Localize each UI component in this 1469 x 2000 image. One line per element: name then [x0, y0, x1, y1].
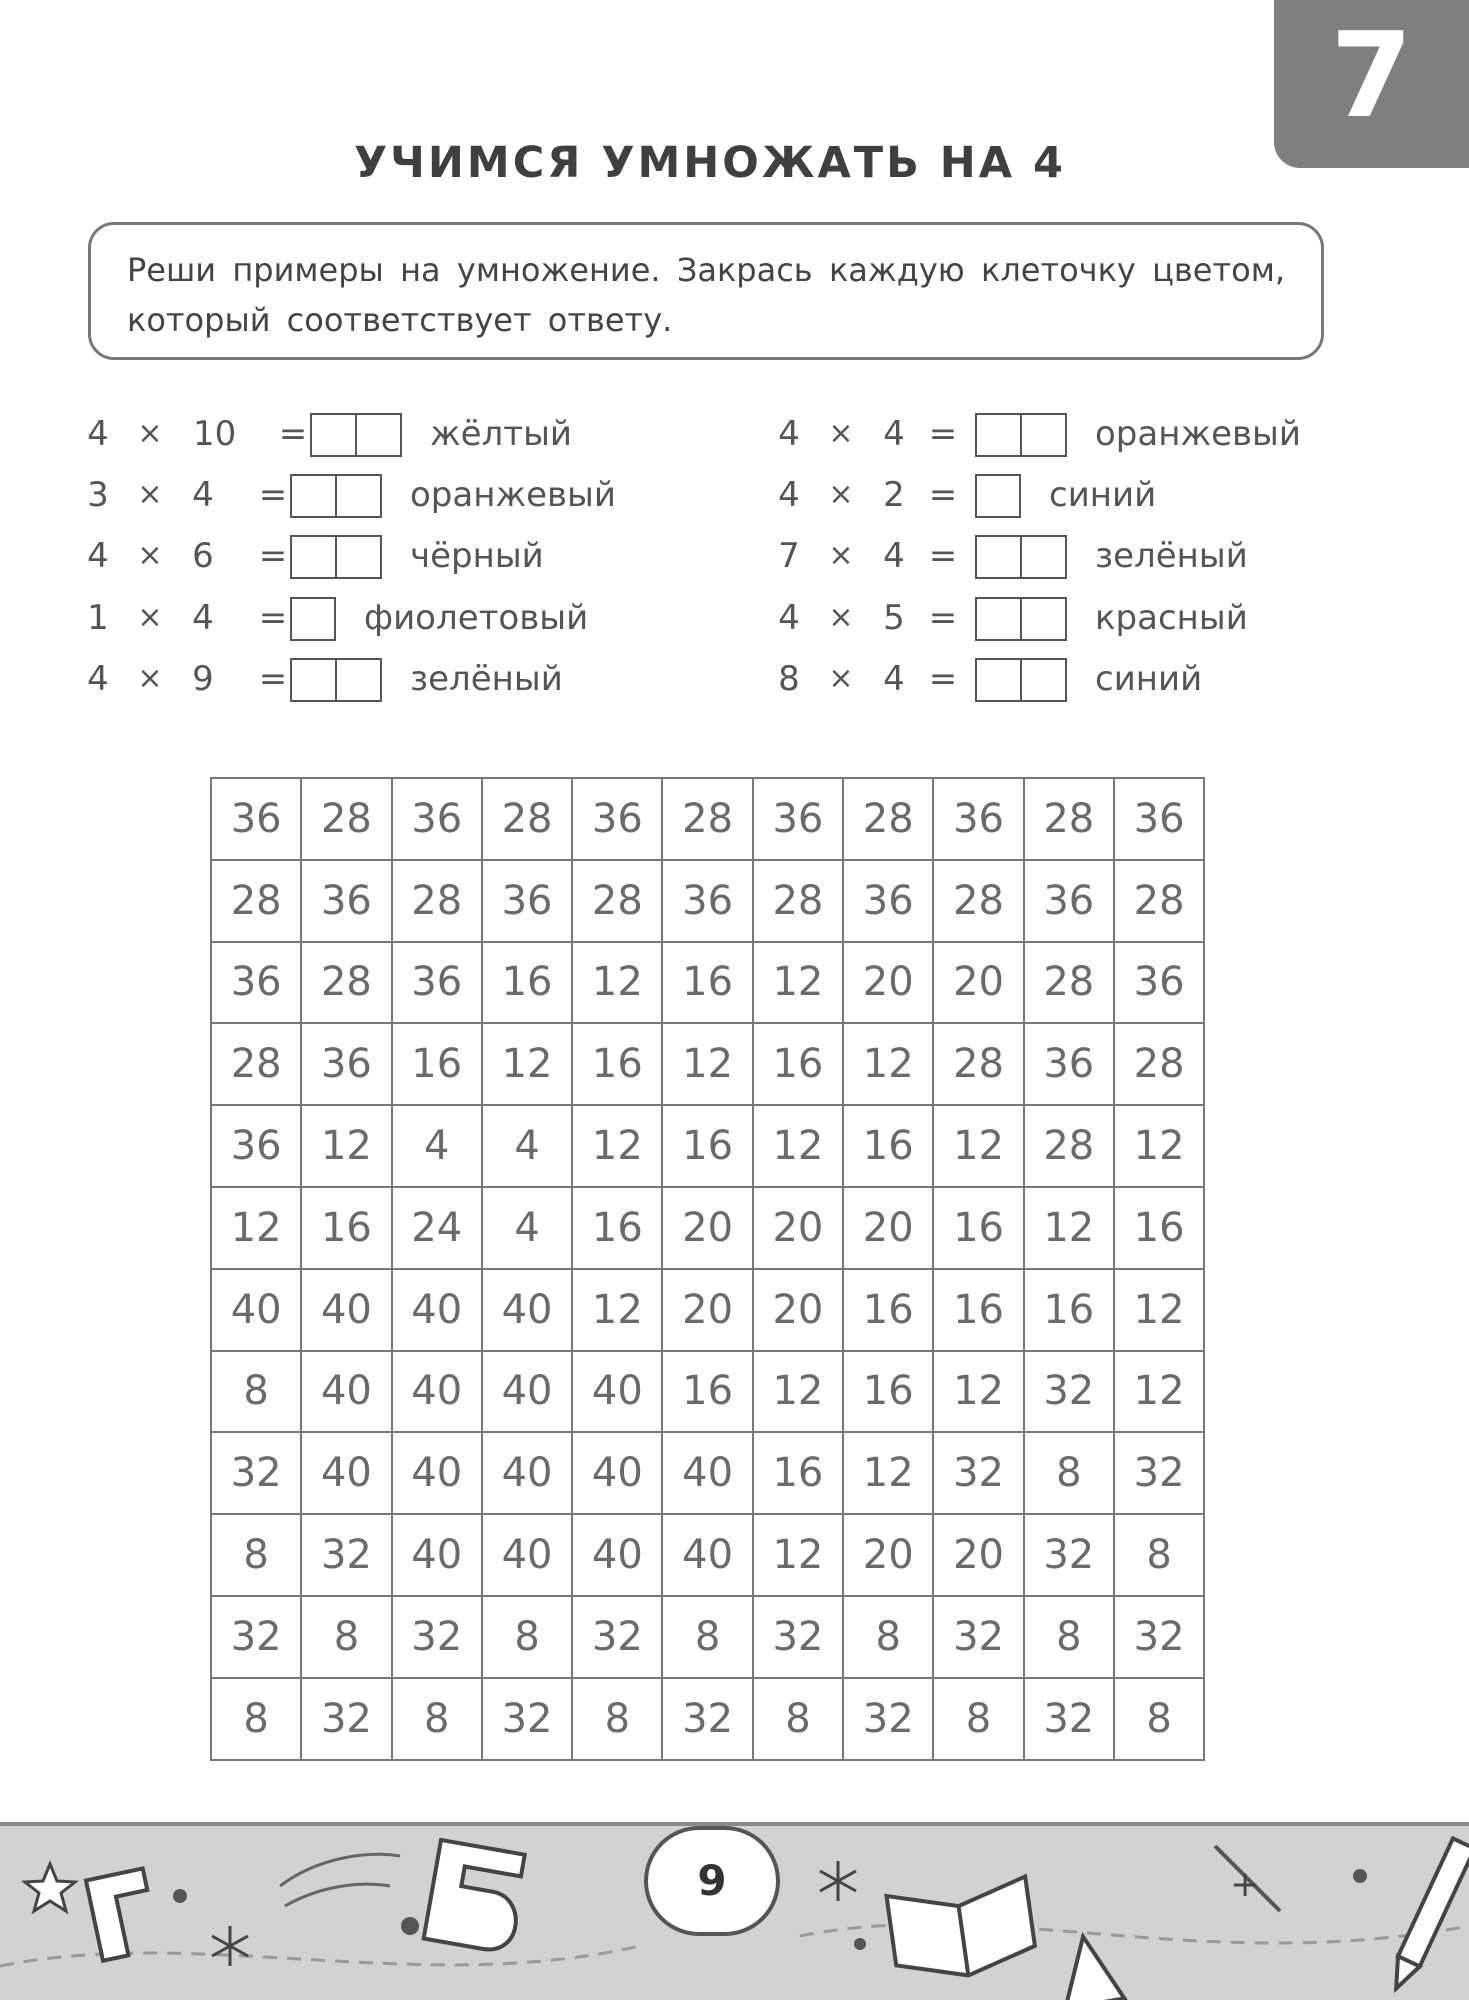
grid-cell[interactable]: 36	[211, 1105, 301, 1187]
grid-row	[211, 1596, 1204, 1678]
factor-b: 4	[192, 475, 214, 515]
svg-text:+: +	[1230, 1864, 1261, 1905]
grid-cell[interactable]: 16	[482, 942, 572, 1024]
answer-box-cell[interactable]	[977, 599, 1020, 639]
multiply-sign: ×	[137, 600, 163, 635]
answer-box-cell[interactable]	[977, 415, 1020, 455]
grid-cell[interactable]: 36	[211, 942, 301, 1024]
grid-row	[211, 942, 1204, 1024]
grid-cell[interactable]: 40	[572, 1432, 662, 1514]
factor-a: 3	[87, 475, 109, 515]
grid-cell[interactable]: 40	[392, 1514, 482, 1596]
grid-cell[interactable]: 36	[1114, 778, 1204, 860]
grid-cell[interactable]: 40	[301, 1269, 391, 1351]
page-number: 9	[644, 1826, 780, 1936]
grid-cell[interactable]: 12	[1114, 1269, 1204, 1351]
star-icon	[25, 1864, 75, 1911]
multiply-sign: ×	[828, 600, 854, 635]
grid-cell[interactable]: 32	[933, 1432, 1023, 1514]
answer-boxes[interactable]	[975, 658, 1067, 702]
factor-b: 6	[192, 536, 214, 576]
factor-b: 9	[192, 659, 214, 699]
letter-a-icon	[1054, 1931, 1125, 2000]
grid-cell[interactable]: 12	[843, 1023, 933, 1105]
grid-cell[interactable]: 40	[392, 1432, 482, 1514]
equals-sign: =	[928, 598, 958, 638]
equals-sign: =	[258, 536, 288, 576]
equals-sign: =	[928, 475, 958, 515]
grid-cell[interactable]: 36	[753, 778, 843, 860]
grid-cell[interactable]: 8	[933, 1678, 1023, 1760]
grid-cell[interactable]: 20	[933, 942, 1023, 1024]
factor-a: 4	[778, 598, 800, 638]
grid-cell[interactable]: 12	[211, 1187, 301, 1269]
grid-cell[interactable]: 28	[301, 942, 391, 1024]
multiply-sign: ×	[137, 661, 163, 696]
grid-cell[interactable]: 20	[843, 1187, 933, 1269]
equals-sign: =	[258, 598, 288, 638]
color-name: синий	[1049, 475, 1157, 515]
grid-cell[interactable]: 12	[572, 1269, 662, 1351]
factor-b: 2	[883, 475, 905, 515]
grid-cell[interactable]: 36	[392, 942, 482, 1024]
grid-cell[interactable]: 12	[843, 1432, 933, 1514]
grid-cell[interactable]: 12	[753, 1351, 843, 1433]
chapter-number: 7	[1330, 6, 1413, 144]
factor-a: 7	[778, 536, 800, 576]
factor-b: 5	[883, 598, 905, 638]
coloring-grid	[210, 777, 1205, 1761]
multiply-sign: ×	[828, 538, 854, 573]
grid-cell[interactable]: 32	[1114, 1432, 1204, 1514]
answer-boxes[interactable]	[975, 597, 1067, 641]
example-row	[0, 532, 1469, 580]
grid-cell[interactable]: 8	[1114, 1678, 1204, 1760]
factor-a: 4	[87, 536, 109, 576]
pencil-icon	[1385, 1838, 1469, 1993]
grid-cell[interactable]: 36	[301, 1023, 391, 1105]
grid-cell[interactable]: 16	[1114, 1187, 1204, 1269]
grid-cell[interactable]: 40	[301, 1432, 391, 1514]
color-name: фиолетовый	[364, 598, 589, 638]
factor-b: 10	[193, 414, 237, 454]
grid-cell[interactable]: 32	[1024, 1678, 1114, 1760]
grid-cell[interactable]: 28	[1024, 942, 1114, 1024]
grid-cell[interactable]: 36	[482, 860, 572, 942]
grid-cell[interactable]: 12	[1024, 1187, 1114, 1269]
grid-cell[interactable]: 8	[1114, 1514, 1204, 1596]
grid-cell[interactable]: 32	[211, 1596, 301, 1678]
grid-row	[211, 1023, 1204, 1105]
grid-cell[interactable]: 20	[843, 1514, 933, 1596]
grid-cell[interactable]: 28	[392, 860, 482, 942]
grid-cell[interactable]: 32	[933, 1596, 1023, 1678]
grid-cell[interactable]: 8	[211, 1351, 301, 1433]
grid-cell[interactable]: 8	[482, 1596, 572, 1678]
grid-cell[interactable]: 40	[662, 1514, 752, 1596]
grid-cell[interactable]: 40	[482, 1514, 572, 1596]
color-name: синий	[1095, 659, 1203, 699]
grid-cell[interactable]: 12	[301, 1105, 391, 1187]
grid-cell[interactable]: 40	[301, 1351, 391, 1433]
grid-cell[interactable]: 28	[211, 1023, 301, 1105]
grid-cell[interactable]: 32	[662, 1678, 752, 1760]
answer-box-cell[interactable]	[977, 660, 1020, 700]
color-name: оранжевый	[410, 475, 616, 515]
example-row	[0, 471, 1469, 519]
grid-cell[interactable]: 12	[572, 942, 662, 1024]
equals-sign: =	[278, 414, 308, 454]
equals-sign: =	[258, 475, 288, 515]
color-name: чёрный	[410, 536, 544, 576]
grid-cell[interactable]: 36	[301, 860, 391, 942]
grid-cell[interactable]: 12	[662, 1023, 752, 1105]
grid-cell[interactable]: 8	[1024, 1432, 1114, 1514]
grid-cell[interactable]: 40	[572, 1514, 662, 1596]
example-row	[0, 594, 1469, 642]
multiply-sign: ×	[137, 538, 163, 573]
grid-cell[interactable]: 28	[1024, 778, 1114, 860]
equals-sign: =	[258, 659, 288, 699]
grid-row	[211, 1678, 1204, 1760]
color-name: зелёный	[1095, 536, 1248, 576]
grid-cell[interactable]: 16	[572, 1023, 662, 1105]
grid-cell[interactable]: 32	[1024, 1514, 1114, 1596]
grid-cell[interactable]: 32	[301, 1514, 391, 1596]
color-name: зелёный	[410, 659, 563, 699]
grid-row	[211, 1514, 1204, 1596]
grid-cell[interactable]: 36	[933, 778, 1023, 860]
color-name: красный	[1095, 598, 1248, 638]
grid-cell[interactable]: 20	[753, 1187, 843, 1269]
grid-cell[interactable]: 36	[843, 860, 933, 942]
factor-a: 4	[87, 659, 109, 699]
grid-cell[interactable]: 28	[843, 778, 933, 860]
multiply-sign: ×	[137, 416, 163, 451]
book-icon	[887, 1877, 1038, 1986]
grid-row	[211, 1187, 1204, 1269]
example-row	[0, 410, 1469, 458]
grid-cell[interactable]: 40	[482, 1269, 572, 1351]
grid-cell[interactable]: 12	[753, 1105, 843, 1187]
factor-b: 4	[883, 659, 905, 699]
grid-cell[interactable]: 16	[572, 1187, 662, 1269]
grid-cell[interactable]: 16	[933, 1269, 1023, 1351]
color-name: жёлтый	[430, 414, 573, 454]
equals-sign: =	[928, 414, 958, 454]
factor-a: 4	[778, 414, 800, 454]
grid-cell[interactable]: 20	[662, 1187, 752, 1269]
grid-cell[interactable]: 8	[392, 1678, 482, 1760]
examples-section	[0, 410, 1469, 710]
grid-cell[interactable]: 32	[753, 1596, 843, 1678]
grid-cell[interactable]: 32	[301, 1678, 391, 1760]
grid-cell[interactable]: 32	[211, 1432, 301, 1514]
grid-cell[interactable]: 20	[753, 1269, 843, 1351]
grid-cell[interactable]: 8	[662, 1596, 752, 1678]
factor-b: 4	[883, 536, 905, 576]
grid-cell[interactable]: 36	[392, 778, 482, 860]
example-row	[0, 655, 1469, 703]
grid-cell[interactable]: 8	[753, 1678, 843, 1760]
grid-cell[interactable]: 24	[392, 1187, 482, 1269]
grid-cell[interactable]: 28	[933, 1023, 1023, 1105]
grid-cell[interactable]: 16	[753, 1432, 843, 1514]
grid-cell[interactable]: 4	[482, 1187, 572, 1269]
answer-box-cell[interactable]	[1020, 415, 1065, 455]
grid-cell[interactable]: 40	[211, 1269, 301, 1351]
grid-cell[interactable]: 28	[301, 778, 391, 860]
grid-cell[interactable]: 16	[843, 1105, 933, 1187]
grid-cell[interactable]: 8	[301, 1596, 391, 1678]
grid-cell[interactable]: 12	[1114, 1351, 1204, 1433]
grid-cell[interactable]: 40	[482, 1432, 572, 1514]
factor-a: 8	[778, 659, 800, 699]
grid-cell[interactable]: 8	[572, 1678, 662, 1760]
grid-cell[interactable]: 20	[933, 1514, 1023, 1596]
grid-cell[interactable]: 8	[843, 1596, 933, 1678]
star-icon	[820, 1861, 856, 1901]
grid-cell[interactable]: 40	[482, 1351, 572, 1433]
grid-cell[interactable]: 32	[843, 1678, 933, 1760]
snowflake-icon	[212, 1926, 248, 1966]
grid-cell[interactable]: 28	[572, 860, 662, 942]
grid-cell[interactable]: 32	[482, 1678, 572, 1760]
instruction-box	[88, 222, 1324, 360]
answer-box-cell[interactable]	[1020, 660, 1065, 700]
grid-cell[interactable]: 28	[753, 860, 843, 942]
equals-sign: =	[928, 659, 958, 699]
grid-row	[211, 1105, 1204, 1187]
answer-boxes[interactable]	[975, 474, 1021, 518]
grid-cell[interactable]: 28	[662, 778, 752, 860]
color-name: оранжевый	[1095, 414, 1301, 454]
grid-cell[interactable]: 8	[211, 1514, 301, 1596]
multiply-sign: ×	[137, 477, 163, 512]
equals-sign: =	[928, 536, 958, 576]
grid-cell[interactable]: 40	[662, 1432, 752, 1514]
grid-cell[interactable]: 32	[572, 1596, 662, 1678]
grid-cell[interactable]: 36	[211, 778, 301, 860]
instruction-text: Реши примеры на умножение. Закрась каждую клеточку цветом, который соответствует ответу.	[127, 251, 1285, 339]
answer-box-cell[interactable]	[977, 537, 1020, 577]
multiply-sign: ×	[828, 477, 854, 512]
grid-cell[interactable]: 36	[1024, 860, 1114, 942]
grid-cell[interactable]: 36	[572, 778, 662, 860]
grid-cell[interactable]: 20	[843, 942, 933, 1024]
grid-cell[interactable]: 40	[392, 1269, 482, 1351]
grid-cell[interactable]: 12	[482, 1023, 572, 1105]
answer-boxes[interactable]	[975, 413, 1067, 457]
multiply-sign: ×	[828, 661, 854, 696]
answer-boxes[interactable]	[975, 535, 1067, 579]
grid-cell[interactable]: 36	[1114, 942, 1204, 1024]
letter-b-icon	[424, 1840, 528, 1954]
grid-cell[interactable]: 8	[211, 1678, 301, 1760]
answer-box-cell[interactable]	[1020, 599, 1065, 639]
grid-cell[interactable]: 16	[1024, 1269, 1114, 1351]
grid-cell[interactable]: 32	[392, 1596, 482, 1678]
factor-a: 4	[87, 414, 109, 454]
grid-cell[interactable]: 28	[482, 778, 572, 860]
grid-cell[interactable]: 16	[662, 1351, 752, 1433]
grid-cell[interactable]: 16	[753, 1023, 843, 1105]
multiply-sign: ×	[828, 416, 854, 451]
grid-cell[interactable]: 12	[933, 1351, 1023, 1433]
grid-cell[interactable]: 16	[301, 1187, 391, 1269]
grid-row	[211, 860, 1204, 942]
answer-box-cell[interactable]	[1020, 537, 1065, 577]
grid-cell[interactable]: 4	[482, 1105, 572, 1187]
grid-cell[interactable]: 16	[933, 1187, 1023, 1269]
grid-cell[interactable]: 8	[1024, 1596, 1114, 1678]
grid-cell[interactable]: 28	[1114, 860, 1204, 942]
grid-cell[interactable]: 16	[662, 942, 752, 1024]
grid-cell[interactable]: 16	[392, 1023, 482, 1105]
grid-cell[interactable]: 40	[392, 1351, 482, 1433]
grid-cell[interactable]: 12	[572, 1105, 662, 1187]
grid-cell[interactable]: 40	[572, 1351, 662, 1433]
grid-row	[211, 1432, 1204, 1514]
factor-a: 4	[778, 475, 800, 515]
grid-cell[interactable]: 28	[1024, 1105, 1114, 1187]
grid-cell[interactable]: 12	[753, 942, 843, 1024]
grid-cell[interactable]: 28	[211, 860, 301, 942]
grid-cell[interactable]: 32	[1024, 1351, 1114, 1433]
factor-b: 4	[192, 598, 214, 638]
letter-g-icon	[86, 1868, 160, 1960]
grid-row	[211, 1351, 1204, 1433]
grid-cell[interactable]: 12	[1114, 1105, 1204, 1187]
grid-cell[interactable]: 36	[662, 860, 752, 942]
grid-cell[interactable]: 28	[1114, 1023, 1204, 1105]
factor-b: 4	[883, 414, 905, 454]
grid-cell[interactable]: 16	[662, 1105, 752, 1187]
factor-a: 1	[87, 598, 109, 638]
page-title: УЧИМСЯ УМНОЖАТЬ НА 4	[354, 138, 1066, 188]
grid-cell[interactable]: 12	[933, 1105, 1023, 1187]
grid-row	[211, 778, 1204, 860]
grid-cell[interactable]: 16	[843, 1269, 933, 1351]
grid-cell[interactable]: 20	[662, 1269, 752, 1351]
grid-cell[interactable]: 4	[392, 1105, 482, 1187]
grid-cell[interactable]: 32	[1114, 1596, 1204, 1678]
answer-box-cell[interactable]	[977, 476, 1019, 516]
grid-cell[interactable]: 12	[753, 1514, 843, 1596]
grid-row	[211, 1269, 1204, 1351]
grid-cell[interactable]: 28	[933, 860, 1023, 942]
grid-cell[interactable]: 36	[1024, 1023, 1114, 1105]
grid-cell[interactable]: 16	[843, 1351, 933, 1433]
